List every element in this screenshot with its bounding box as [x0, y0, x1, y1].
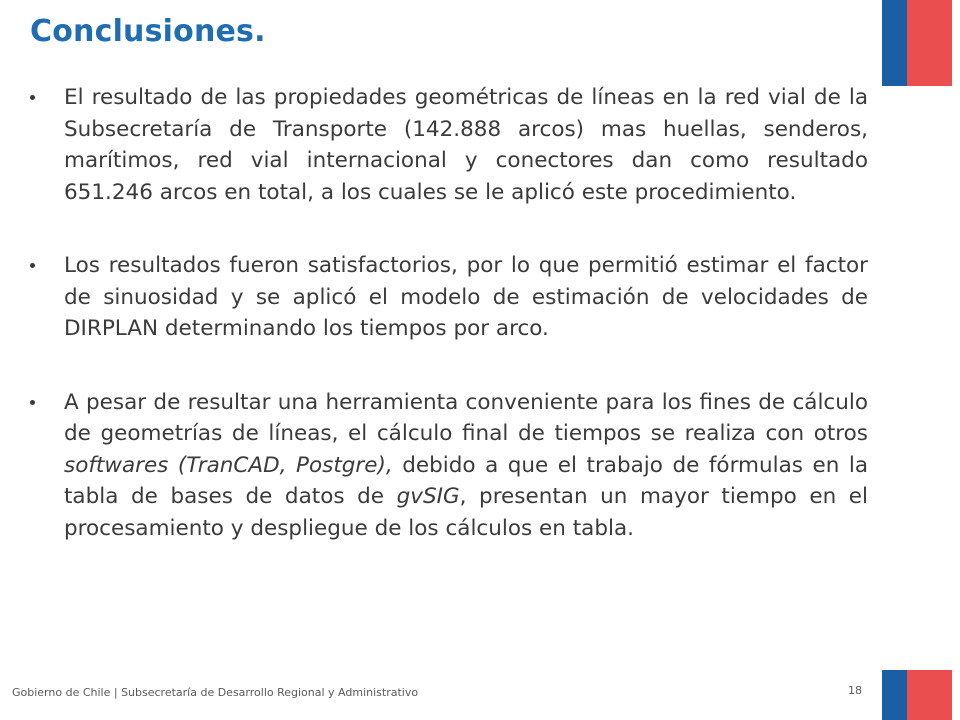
italic-gvsig: gvSIG [396, 484, 460, 509]
italic-software-names: softwares (TranCAD, Postgre), [64, 452, 393, 478]
footer-text: Gobierno de Chile | Subsecretaría de Desarrollo Regional y Administrativo [12, 686, 419, 699]
flag-blue-stripe [882, 0, 907, 86]
bullet-text: A pesar de resultar una herramienta conveniente para los fines de cálculo de geometrías de líneas, el cálculo final de tiempos se realiza con otros [64, 389, 868, 446]
bullet-list [30, 82, 868, 544]
bullet-text: , presentan un mayor tiempo en el procesamiento y despliegue de los cálculos en tabla. [64, 484, 869, 541]
bullet-text: El resultado de las propiedades geométricas de líneas en la red vial de la Subsecretaría de Transporte (142.888 arcos) mas huellas, senderos, marítimos, red vial internacional y conectores dan como resultado 651.246 arcos en total, a los cuales se le aplicó este procedimiento. [64, 85, 868, 205]
bullet-text: debido a que el trabajo de fórmulas en la tabla de bases de datos de [64, 452, 869, 509]
flag-red-stripe [907, 0, 952, 86]
flag-red-stripe [907, 670, 952, 720]
slide-title: Conclusiones. [30, 14, 266, 49]
bullet-text: Los resultados fueron satisfactorios, por lo que permitió estimar el factor de sinuosidad y se aplicó el modelo de estimación de velocidades de DIRPLAN determinando los tiempos por arco. [64, 253, 868, 341]
flag-blue-stripe [882, 670, 907, 720]
bullet-item-1 [30, 82, 868, 208]
page-number: 18 [848, 684, 862, 697]
flag-logo-top [882, 0, 952, 86]
bullet-dot [30, 263, 35, 268]
bullet-item-3 [30, 387, 868, 545]
bullet-dot [30, 400, 35, 405]
flag-logo-bottom [882, 670, 952, 720]
bullet-item-2 [30, 250, 868, 345]
bullet-dot [30, 95, 35, 100]
